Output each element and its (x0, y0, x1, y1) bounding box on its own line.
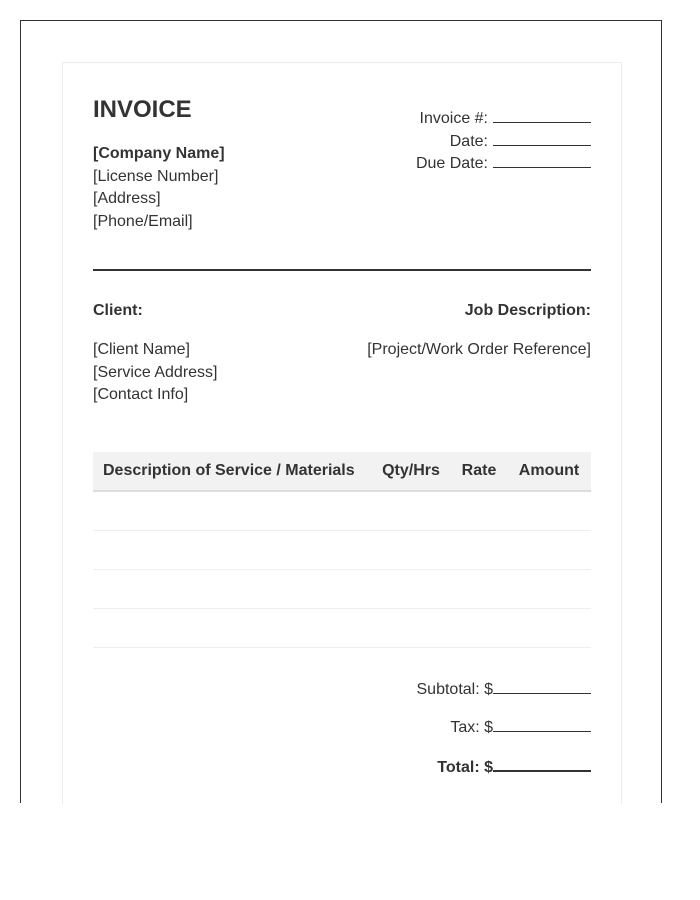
date-label: Date: (449, 132, 488, 150)
invoice-number-row (351, 108, 591, 131)
row-amount-cell[interactable] (507, 492, 591, 530)
row-rate-cell[interactable] (451, 570, 507, 608)
client-info (93, 339, 218, 407)
due-date-label: Due Date: (415, 155, 488, 172)
row-description-cell[interactable] (93, 570, 371, 608)
client-contact-info: [Contact Info] (93, 386, 189, 403)
company-info (93, 143, 225, 233)
line-items-table (93, 452, 591, 648)
company-contact: [Phone/Email] (93, 212, 193, 230)
license-number: [License Number] (93, 167, 219, 185)
row-rate-cell[interactable] (451, 531, 507, 569)
row-description-cell[interactable] (93, 531, 371, 569)
invoice-number-label: Invoice #: (419, 110, 488, 127)
row-qty-cell[interactable] (371, 609, 451, 647)
row-amount-cell[interactable] (507, 570, 591, 608)
row-amount-cell[interactable] (507, 531, 591, 569)
subtotal-label: Subtotal: $ (416, 681, 493, 698)
header-description: Description of Service / Materials (103, 462, 355, 479)
table-row (93, 531, 591, 570)
client-name: [Client Name] (93, 341, 190, 358)
invoice-number-field[interactable] (493, 108, 591, 123)
row-description-cell[interactable] (93, 492, 371, 530)
row-amount-cell[interactable] (507, 609, 591, 647)
row-description-cell[interactable] (93, 609, 371, 647)
header-divider (93, 269, 591, 271)
job-reference: [Project/Work Order Reference] (367, 341, 591, 358)
tax-field[interactable] (493, 717, 591, 732)
row-qty-cell[interactable] (371, 570, 451, 608)
client-heading: Client: (93, 302, 143, 319)
company-name: [Company Name] (93, 145, 225, 162)
page-frame (20, 20, 662, 803)
invoice-meta (351, 108, 591, 176)
total-field[interactable] (493, 756, 591, 772)
service-address: [Service Address] (93, 363, 218, 381)
tax-label: Tax: $ (450, 719, 493, 736)
total-label: Total: $ (437, 759, 493, 776)
due-date-row (351, 153, 591, 176)
subtotal-field[interactable] (493, 679, 591, 694)
invoice-document (62, 62, 622, 804)
date-field[interactable] (493, 131, 591, 146)
header-qty: Qty/Hrs (382, 462, 440, 479)
header-amount: Amount (518, 462, 580, 479)
row-rate-cell[interactable] (451, 492, 507, 530)
due-date-field[interactable] (493, 153, 591, 168)
table-row (93, 609, 591, 648)
invoice-title: INVOICE (93, 96, 192, 123)
header-rate: Rate (461, 462, 497, 479)
date-row (351, 131, 591, 154)
tax-row (291, 717, 591, 756)
company-address: [Address] (93, 190, 161, 207)
row-qty-cell[interactable] (371, 531, 451, 569)
table-row (93, 570, 591, 609)
subtotal-row (291, 679, 591, 717)
total-row (291, 756, 591, 794)
table-row (93, 492, 591, 531)
row-qty-cell[interactable] (371, 492, 451, 530)
row-rate-cell[interactable] (451, 609, 507, 647)
job-description-heading: Job Description: (464, 302, 591, 319)
totals-section (291, 679, 591, 794)
table-header (93, 452, 591, 492)
